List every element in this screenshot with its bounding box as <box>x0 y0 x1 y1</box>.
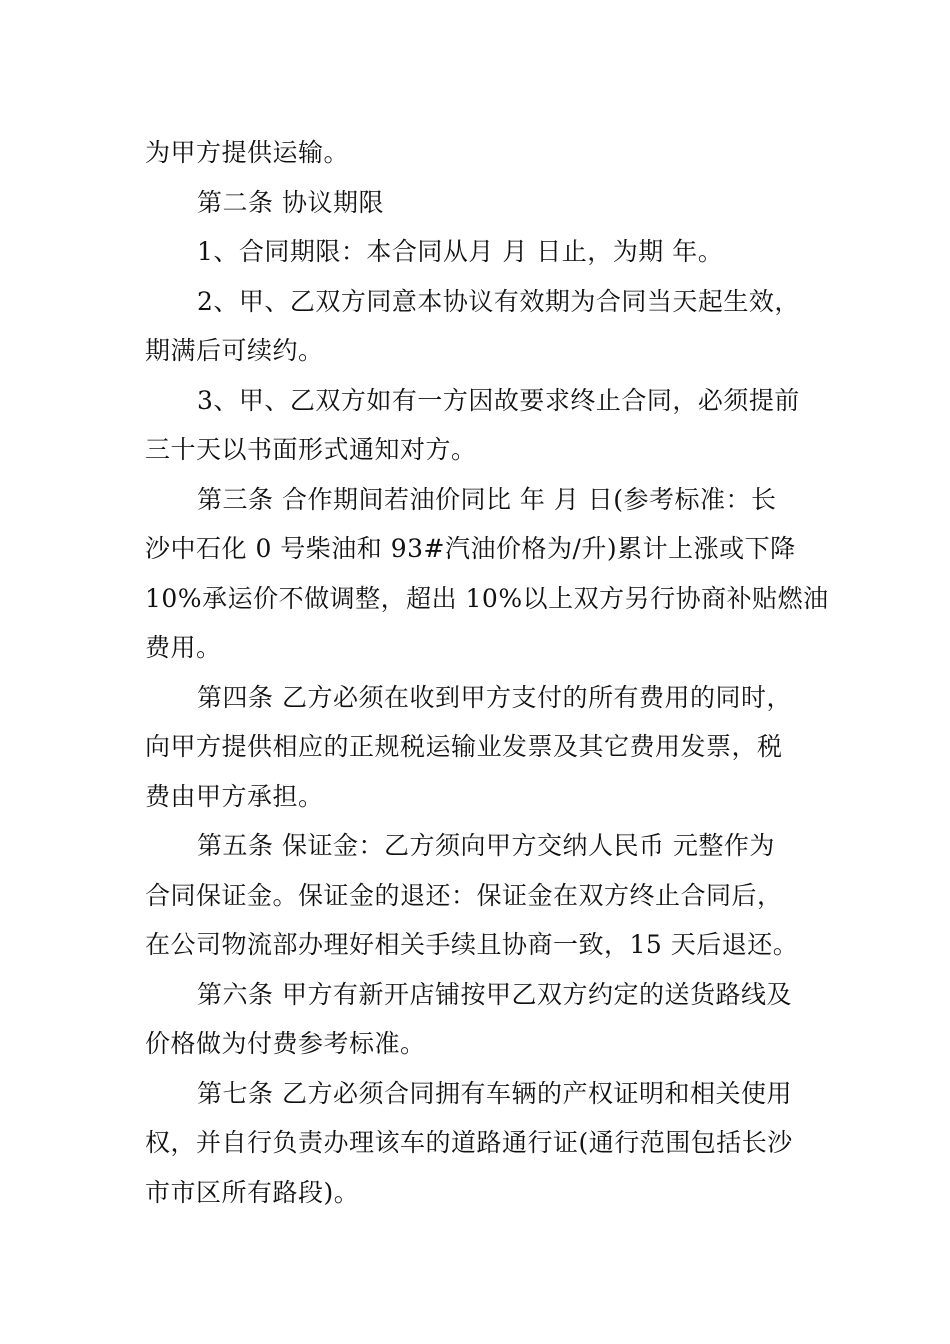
text-line-13: 向甲方提供相应的正规税运输业发票及其它费用发票，税 <box>145 732 783 761</box>
article-2-heading: 第二条 协议期限 <box>197 187 384 217</box>
text-line-10: 10%承运价不做调整，超出 10%以上双方另行协商补贴燃油 <box>145 583 829 613</box>
text-line-21: 权，并自行负责办理该车的道路通行证(通行范围包括长沙 <box>145 1128 793 1157</box>
text-line-19: 价格做为付费参考标准。 <box>145 1029 426 1058</box>
text-line-3: 1、合同期限：本合同从月 月 日止，为期 年。 <box>197 237 724 266</box>
text-line-9: 沙中石化 0 号柴油和 93#汽油价格为/升)累计上涨或下降 <box>145 534 796 563</box>
article-5-paragraph: 第五条 保证金：乙方须向甲方交纳人民币 元整作为 <box>197 831 775 860</box>
text-line-6: 3、甲、乙双方如有一方因故要求终止合同，必须提前 <box>197 385 800 415</box>
text-line-16: 合同保证金。保证金的退还：保证金在双方终止合同后， <box>145 880 783 910</box>
text-line-1: 为甲方提供运输。 <box>145 138 350 167</box>
contract-text-body <box>145 128 829 1217</box>
text-line-4: 2、甲、乙双方同意本协议有效期为合同当天起生效， <box>197 286 800 316</box>
text-line-7: 三十天以书面形式通知对方。 <box>145 435 477 464</box>
text-line-17: 在公司物流部办理好相关手续且协商一致，15 天后退还。 <box>145 930 799 959</box>
article-6-paragraph: 第六条 甲方有新开店铺按甲乙双方约定的送货路线及 <box>197 979 792 1009</box>
text-line-14: 费由甲方承担。 <box>145 781 324 811</box>
text-line-22: 市市区所有路段)。 <box>145 1177 360 1207</box>
article-3-paragraph: 第三条 合作期间若油价同比 年 月 日(参考标准：长 <box>197 484 777 514</box>
article-7-paragraph: 第七条 乙方必须合同拥有车辆的产权证明和相关使用 <box>197 1078 792 1108</box>
text-line-11: 费用。 <box>145 633 222 662</box>
text-line-5: 期满后可续约。 <box>145 336 324 365</box>
article-4-paragraph: 第四条 乙方必须在收到甲方支付的所有费用的同时， <box>197 682 792 712</box>
